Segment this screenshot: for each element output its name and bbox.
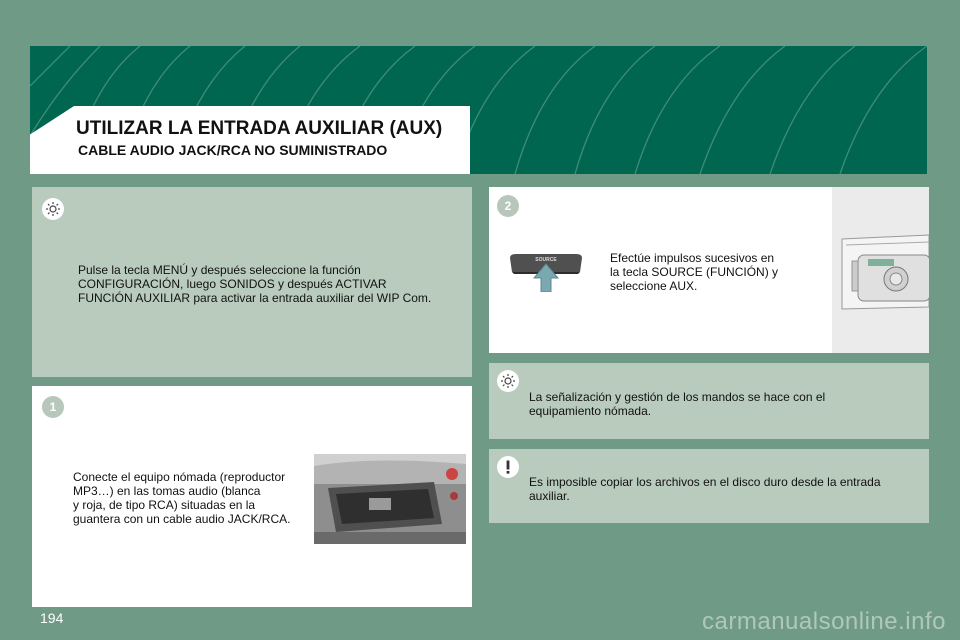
radio-panel-illustration [832,187,929,353]
lightbulb-icon [45,201,61,217]
info-line: La señalización y gestión de los mandos se hace con el [529,390,826,404]
info-line: equipamiento nómada. [529,404,652,418]
tip-text [78,263,463,305]
step1-line: MP3…) en las tomas audio (blanca [73,484,261,498]
step2-line: Efectúe impulsos sucesivos en [610,251,775,265]
glovebox-photo [314,454,466,544]
info-badge [497,370,519,392]
tip-line: Pulse la tecla MENÚ y después seleccione la función [78,263,361,277]
page-number: 194 [40,610,64,626]
lightbulb-icon [500,373,516,389]
warning-text [529,475,921,503]
info-text [529,390,919,418]
tip-badge [42,198,64,220]
step1-line: guantera con un cable audio JACK/RCA. [73,512,291,526]
exclamation-icon [500,459,516,475]
source-button-illustration [508,252,584,292]
warning-line: Es imposible copiar los archivos en el disco duro desde la entrada [529,475,881,489]
step2-badge: 2 [497,195,519,217]
step2-text [610,251,810,293]
tip-line: CONFIGURACIÓN, luego SONIDOS y después ACTIVAR [78,277,387,291]
title-box [30,106,470,174]
tip-line: FUNCIÓN AUXILIAR para activar la entrada auxiliar del WIP Com. [78,291,432,305]
watermark: carmanualsonline.info [702,608,946,635]
page-title: UTILIZAR LA ENTRADA AUXILIAR (AUX) [76,118,443,139]
step1-line: y roja, de tipo RCA) situadas en la [73,498,256,512]
source-button-label: SOURCE [535,257,557,263]
step1-text [73,470,313,526]
step1-badge: 1 [42,396,64,418]
page-subtitle: CABLE AUDIO JACK/RCA NO SUMINISTRADO [78,142,388,158]
warning-line: auxiliar. [529,489,570,503]
warning-badge [497,456,519,478]
step2-line: seleccione AUX. [610,279,698,293]
step1-line: Conecte el equipo nómada (reproductor [73,470,286,484]
step2-line: la tecla SOURCE (FUNCIÓN) y [610,265,779,279]
